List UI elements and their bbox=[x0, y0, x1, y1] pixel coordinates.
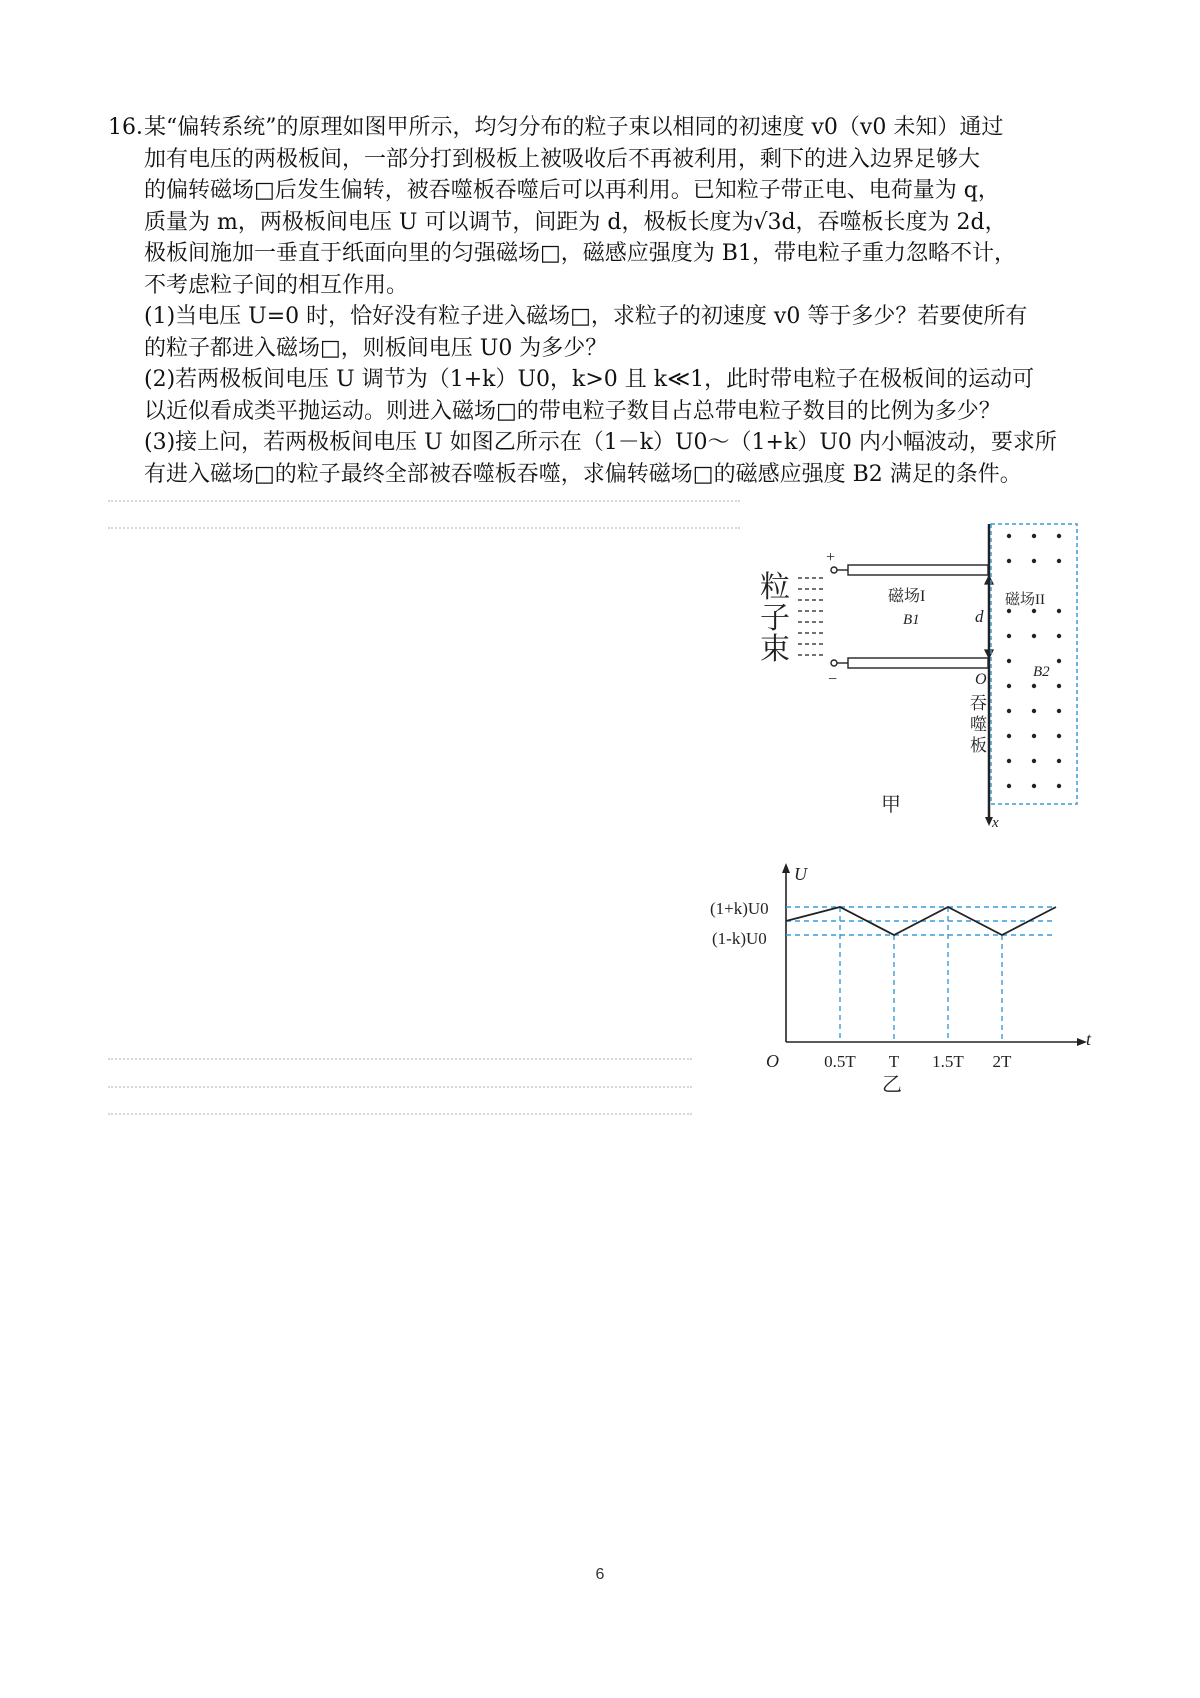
x-tick-label: 2T bbox=[992, 1052, 1012, 1071]
y-axis-label: U bbox=[794, 864, 807, 884]
page-number: 6 bbox=[595, 1566, 605, 1583]
x-axis-label: t bbox=[1086, 1029, 1092, 1049]
gap-label: d bbox=[975, 607, 984, 626]
x-tick-label: 0.5T bbox=[824, 1052, 856, 1071]
problem-intro-line3: 的偏转磁场□后发生偏转，被吞噬板吞噬后可以再利用。已知粒子带正电、电荷量为 q， bbox=[144, 178, 1000, 203]
plus-sign: + bbox=[826, 549, 836, 566]
question-3-line1: (3)接上问，若两极板间电压 U 如图乙所示在（1－k）U0～（1+k）U0 内小幅波动，要求所 bbox=[144, 430, 1057, 455]
problem-intro-line5: 极板间施加一垂直于纸面向里的匀强磁场□，磁感应强度为 B1，带电粒子重力忽略不计， bbox=[144, 241, 1016, 266]
beam-label-char: 子 bbox=[760, 602, 790, 635]
problem-number: 16． bbox=[108, 115, 158, 140]
absorber-label-char: 噬 bbox=[970, 715, 987, 734]
question-1-line2: 的粒子都进入磁场□，则板间电压 U0 为多少？ bbox=[144, 335, 608, 361]
origin-label: O bbox=[766, 1051, 779, 1071]
problem-intro-line1: 16．某“偏转系统”的原理如图甲所示，均匀分布的粒子束以相同的初速度 v0（v0 未知）通过 bbox=[108, 112, 1098, 144]
x-tick-label: 1.5T bbox=[932, 1052, 964, 1071]
beam-label-char: 束 bbox=[760, 633, 790, 666]
y-axis-arrow bbox=[782, 863, 790, 873]
problem-intro-line6: 不考虑粒子间的相互作用。 bbox=[144, 272, 409, 298]
y-label-lower: (1-k)U0 bbox=[712, 929, 767, 948]
field2-symbol: B2 bbox=[1033, 664, 1050, 680]
question-2-line1: (2)若两极板间电压 U 调节为（1+k）U0，k>0 且 k≪1，此时带电粒子在极板间的运动可 bbox=[144, 367, 1035, 392]
problem-intro-line2: 加有电压的两极板间，一部分打到极板上被吸收后不再被利用，剩下的进入边界足够大 bbox=[144, 146, 981, 172]
field2-label: 磁场II bbox=[1005, 592, 1045, 608]
figure-yi-caption: 乙 bbox=[882, 1074, 902, 1096]
x-tick-label: T bbox=[888, 1052, 900, 1071]
minus-sign: − bbox=[828, 671, 838, 688]
question-3-line2: 有进入磁场□的粒子最终全部被吞噬板吞噬，求偏转磁场□的磁感应强度 B2 满足的条件。 bbox=[144, 461, 1022, 487]
problem-intro-line4: 质量为 m，两极板间电压 U 可以调节，间距为 d，极板长度为√3d，吞噬板长度为 2d， bbox=[144, 209, 1007, 235]
absorber-label-char: 吞 bbox=[970, 694, 987, 713]
x-tick-labels bbox=[824, 1052, 1012, 1071]
y-label-upper: (1+k)U0 bbox=[710, 899, 769, 918]
question-2-line2: 以近似看成类平抛运动。则进入磁场□的带电粒子数目占总带电粒子数目的比例为多少？ bbox=[144, 398, 1001, 424]
question-1-line1: (1)当电压 U=0 时，恰好没有粒子进入磁场□，求粒子的初速度 v0 等于多少？若要使所有 bbox=[144, 304, 1028, 329]
origin-label: O bbox=[975, 671, 987, 688]
field1-symbol: B1 bbox=[903, 612, 920, 628]
figure-jia-caption: 甲 bbox=[881, 794, 901, 816]
beam-label-char: 粒 bbox=[760, 571, 790, 604]
x-axis-label: x bbox=[992, 815, 999, 831]
field1-label: 磁场I bbox=[888, 588, 926, 605]
absorber-label-char: 板 bbox=[970, 736, 987, 755]
